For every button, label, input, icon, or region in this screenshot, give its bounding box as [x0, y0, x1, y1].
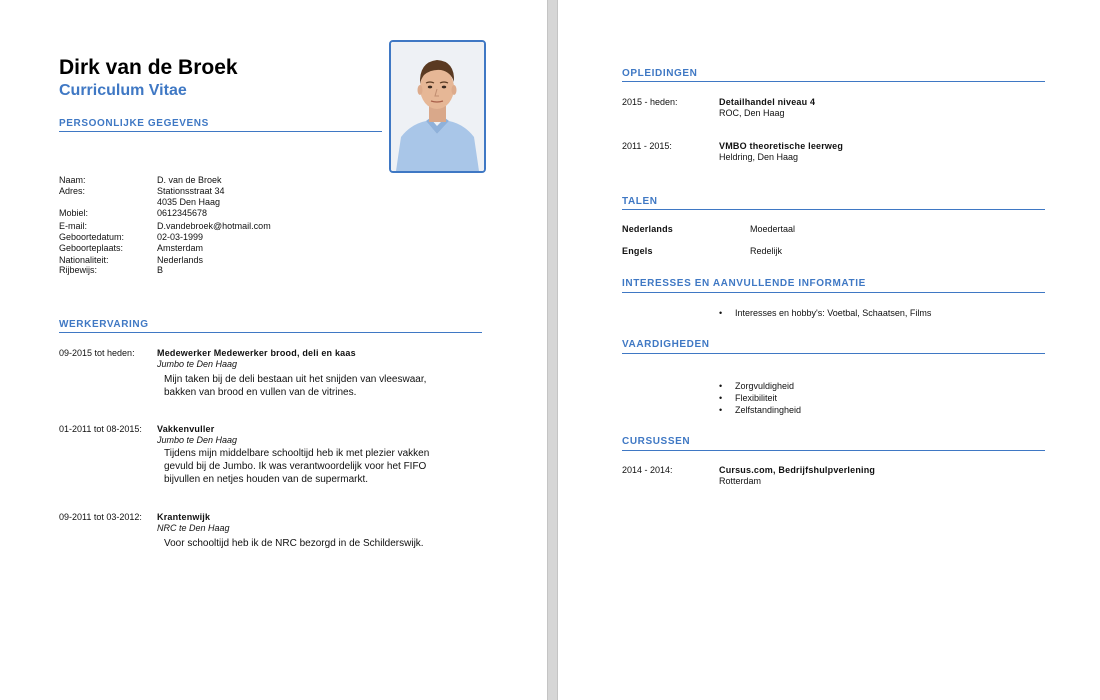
- list-item: [719, 393, 777, 403]
- job-company: Jumbo te Den Haag: [157, 359, 238, 369]
- list-item: [719, 381, 794, 391]
- language-level: Moedertaal: [750, 224, 796, 234]
- personal-value: 4035 Den Haag: [157, 197, 221, 207]
- personal-label: Geboorteplaats:: [59, 243, 124, 253]
- personal-label: Naam:: [59, 175, 86, 185]
- course-name: Cursus.com, Bedrijfshulpverlening: [719, 465, 876, 475]
- skill-text: Zelfstandingheid: [735, 405, 802, 415]
- personal-value: Nederlands: [157, 255, 204, 265]
- course-place: Rotterdam: [719, 476, 762, 486]
- job-company: Jumbo te Den Haag: [157, 435, 238, 445]
- personal-label: Nationaliteit:: [59, 255, 109, 265]
- section-title-interests: INTERESSES EN AANVULLENDE INFORMATIE: [622, 278, 866, 289]
- section-rule: [622, 353, 1045, 354]
- skill-text: Flexibiliteit: [735, 393, 778, 403]
- section-title-personal: PERSOONLIJKE GEGEVENS: [59, 118, 209, 129]
- personal-label: Rijbewijs:: [59, 265, 98, 275]
- education-period: 2015 - heden:: [622, 97, 678, 107]
- personal-label: E-mail:: [59, 221, 88, 231]
- job-description-line: bakken van brood en vullen van de vitrines.: [164, 387, 357, 398]
- bullet-icon: •: [719, 405, 723, 415]
- job-role: Medewerker Medewerker brood, deli en kaas: [157, 348, 356, 358]
- job-description-line: Voor schooltijd heb ik de NRC bezorgd in de Schilderswijk.: [164, 538, 424, 549]
- education-period: 2011 - 2015:: [622, 141, 672, 151]
- list-item: [719, 405, 801, 415]
- interest-text: Interesses en hobby's: Voetbal, Schaatsen, Films: [735, 308, 932, 318]
- section-rule: [59, 131, 382, 132]
- job-description-line: Mijn taken bij de deli bestaan uit het snijden van vleeswaar,: [164, 374, 427, 385]
- bullet-icon: •: [719, 393, 723, 403]
- section-title-courses: CURSUSSEN: [622, 436, 691, 447]
- section-title-languages: TALEN: [622, 196, 658, 207]
- list-item: [719, 308, 931, 318]
- personal-value: B: [157, 265, 164, 275]
- profile-photo: [389, 40, 486, 173]
- personal-value: 0612345678: [157, 208, 208, 218]
- personal-label: Geboortedatum:: [59, 232, 125, 242]
- section-title-skills: VAARDIGHEDEN: [622, 339, 710, 350]
- education-place: ROC, Den Haag: [719, 108, 785, 118]
- bullet-icon: •: [719, 308, 723, 318]
- course-period: 2014 - 2014:: [622, 465, 673, 475]
- education-name: VMBO theoretische leerweg: [719, 141, 844, 151]
- job-description-line: Tijdens mijn middelbare schooltijd heb ik met plezier vakken: [164, 448, 430, 459]
- job-company: NRC te Den Haag: [157, 523, 230, 533]
- skill-text: Zorgvuldigheid: [735, 381, 795, 391]
- job-period: 09-2015 tot heden:: [59, 348, 135, 358]
- personal-value: D. van de Broek: [157, 175, 222, 185]
- personal-value: 02-03-1999: [157, 232, 204, 242]
- job-role: Vakkenvuller: [157, 424, 215, 434]
- job-description-line: gevuld bij de Jumbo. Ik was verantwoordelijk voor het FIFO: [164, 461, 427, 472]
- bullet-icon: •: [719, 381, 723, 391]
- personal-label: Mobiel:: [59, 208, 89, 218]
- section-rule: [622, 292, 1045, 293]
- education-place: Heldring, Den Haag: [719, 152, 799, 162]
- cv-name: Dirk van de Broek: [59, 56, 238, 79]
- personal-label: Adres:: [59, 186, 86, 196]
- job-period: 09-2011 tot 03-2012:: [59, 512, 142, 522]
- section-title-work: WERKERVARING: [59, 319, 149, 330]
- personal-value: Stationsstraat 34: [157, 186, 225, 196]
- education-name: Detailhandel niveau 4: [719, 97, 816, 107]
- job-role: Krantenwijk: [157, 512, 211, 522]
- language-name: Nederlands: [622, 224, 674, 234]
- job-description-line: bijvullen en netjes houden van de supermarkt.: [164, 474, 369, 485]
- page-left: [0, 0, 547, 700]
- language-name: Engels: [622, 246, 653, 256]
- section-rule: [59, 332, 482, 333]
- personal-value: D.vandebroek@hotmail.com: [157, 221, 271, 231]
- cv-subtitle: Curriculum Vitae: [59, 82, 187, 99]
- personal-value: Amsterdam: [157, 243, 204, 253]
- language-level: Redelijk: [750, 246, 783, 256]
- page-right: [558, 0, 1100, 700]
- person-portrait-icon: [391, 42, 484, 171]
- page-gutter: [547, 0, 558, 700]
- section-rule: [622, 209, 1045, 210]
- section-rule: [622, 81, 1045, 82]
- section-title-education: OPLEIDINGEN: [622, 68, 698, 79]
- job-period: 01-2011 tot 08-2015:: [59, 424, 142, 434]
- section-rule: [622, 450, 1045, 451]
